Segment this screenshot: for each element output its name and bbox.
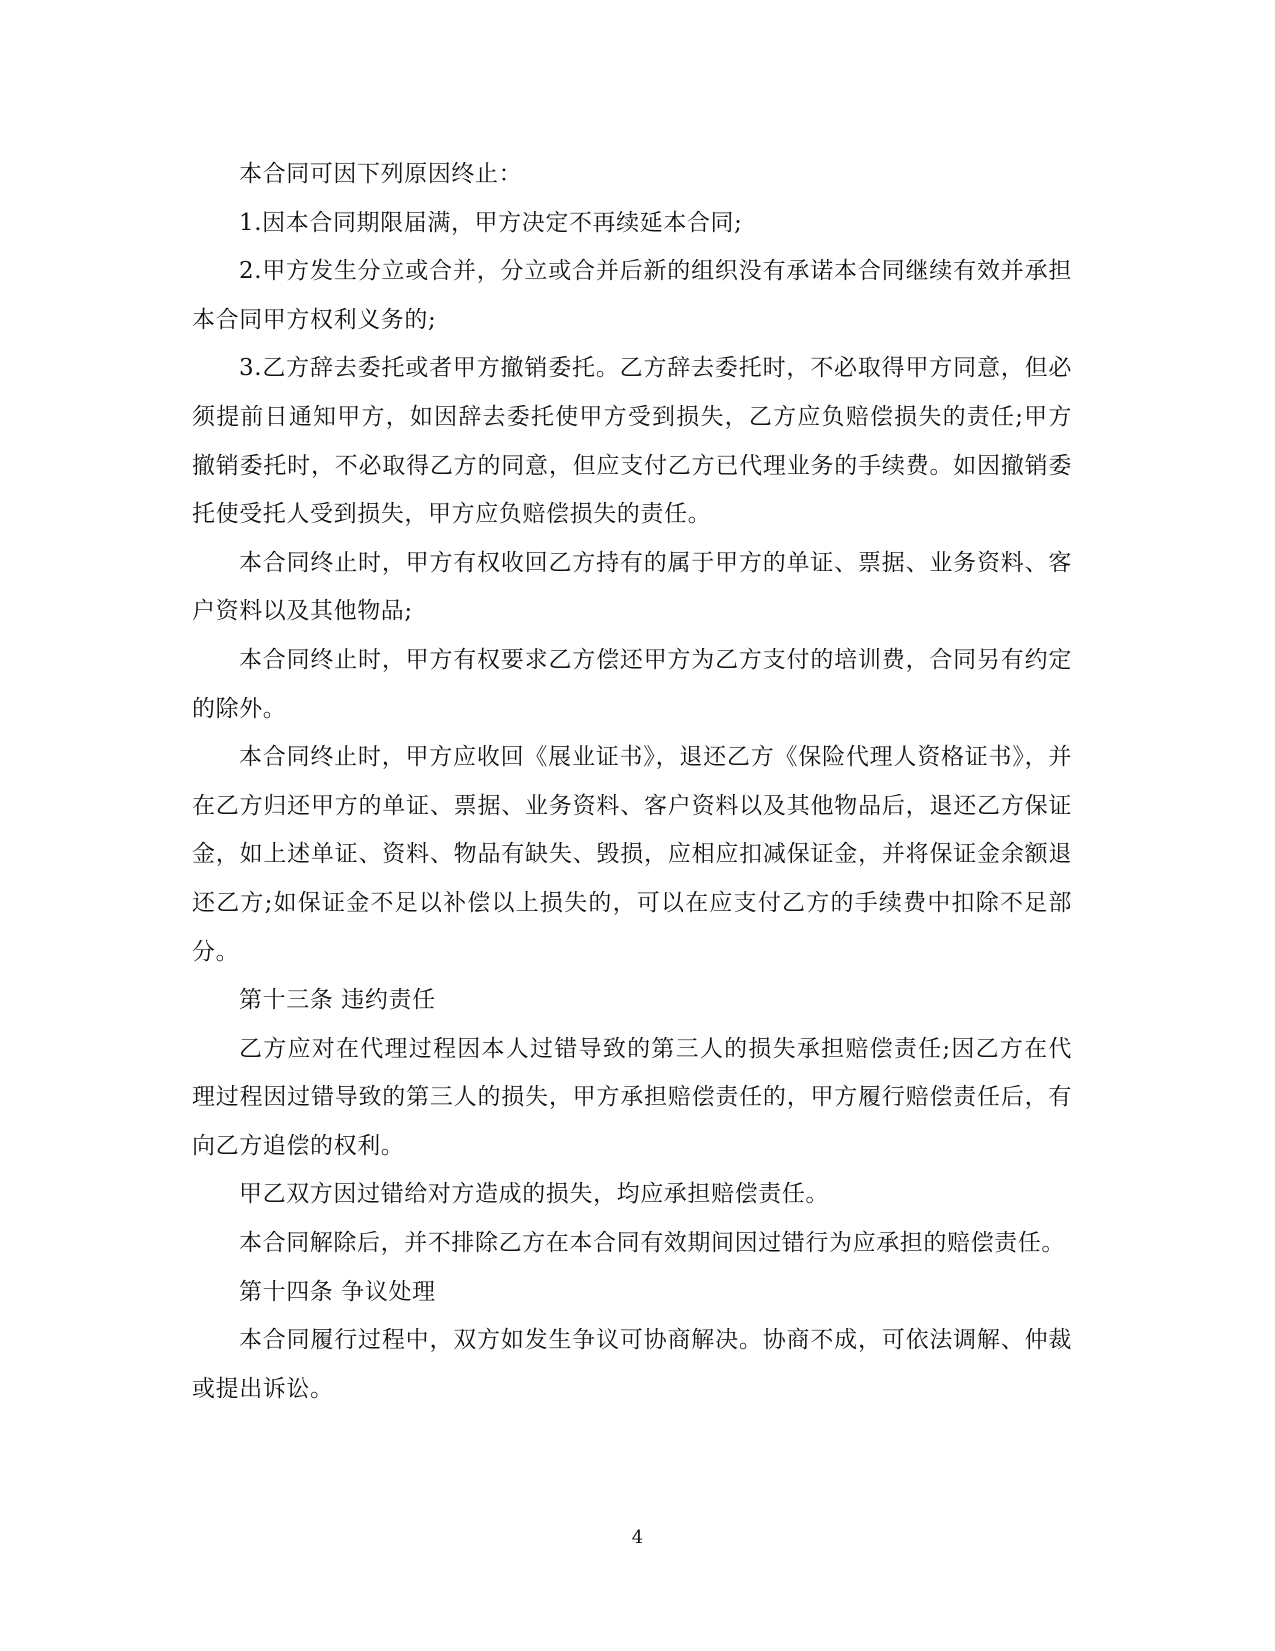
article-13-heading: 第十三条 违约责任 [239,987,436,1014]
paragraph-recover-documents: 本合同终止时，甲方有权收回乙方持有的属于甲方的单证、票据、业务资料、客户资料以及其他物品; [192,549,1072,625]
paragraph-termination-item-3: 3.乙方辞去委托或者甲方撤销委托。乙方辞去委托时，不必取得甲方同意，但必须提前日通知甲方，如因辞去委托使甲方受到损失，乙方应负赔偿损失的责任;甲方撤销委托时，不必取得乙方的同意，但应支付乙方已代理业务的手续费。如因撤销委托使受托人受到损失，甲方应负赔偿损失的责任。 [192,355,1072,528]
document-body [192,150,1072,1413]
paragraph-third-party-liability: 乙方应对在代理过程因本人过错导致的第三人的损失承担赔偿责任;因乙方在代理过程因过错导致的第三人的损失，甲方承担赔偿责任的，甲方履行赔偿责任后，有向乙方追偿的权利。 [192,1035,1072,1159]
paragraph-termination-intro: 本合同可因下列原因终止： [239,161,523,187]
paragraph-dispute-resolution: 本合同履行过程中，双方如发生争议可协商解决。协商不成，可依法调解、仲裁或提出诉讼。 [192,1327,1072,1402]
page-number: 4 [631,1527,644,1548]
paragraph-mutual-liability: 甲乙双方因过错给对方造成的损失，均应承担赔偿责任。 [239,1181,829,1208]
article-14-heading: 第十四条 争议处理 [239,1278,436,1305]
paragraph-deposit-refund: 本合同终止时，甲方应收回《展业证书》，退还乙方《保险代理人资格证书》，并在乙方归还甲方的单证、票据、业务资料、客户资料以及其他物品后，退还乙方保证金，如上述单证、资料、物品有缺失、毁损，应相应扣减保证金，并将保证金余额退还乙方;如保证金不足以补偿以上损失的，可以在应支付乙方的手续费中扣除不足部分。 [192,744,1072,965]
paragraph-post-termination-liability: 本合同解除后，并不排除乙方在本合同有效期间因过错行为应承担的赔偿责任。 [239,1230,1065,1257]
paragraph-termination-item-2: 2.甲方发生分立或合并，分立或合并后新的组织没有承诺本合同继续有效并承担本合同甲方权利义务的; [192,258,1072,333]
paragraph-termination-item-1: 1.因本合同期限届满，甲方决定不再续延本合同; [239,209,743,236]
paragraph-training-fee: 本合同终止时，甲方有权要求乙方偿还甲方为乙方支付的培训费，合同另有约定的除外。 [192,646,1072,722]
